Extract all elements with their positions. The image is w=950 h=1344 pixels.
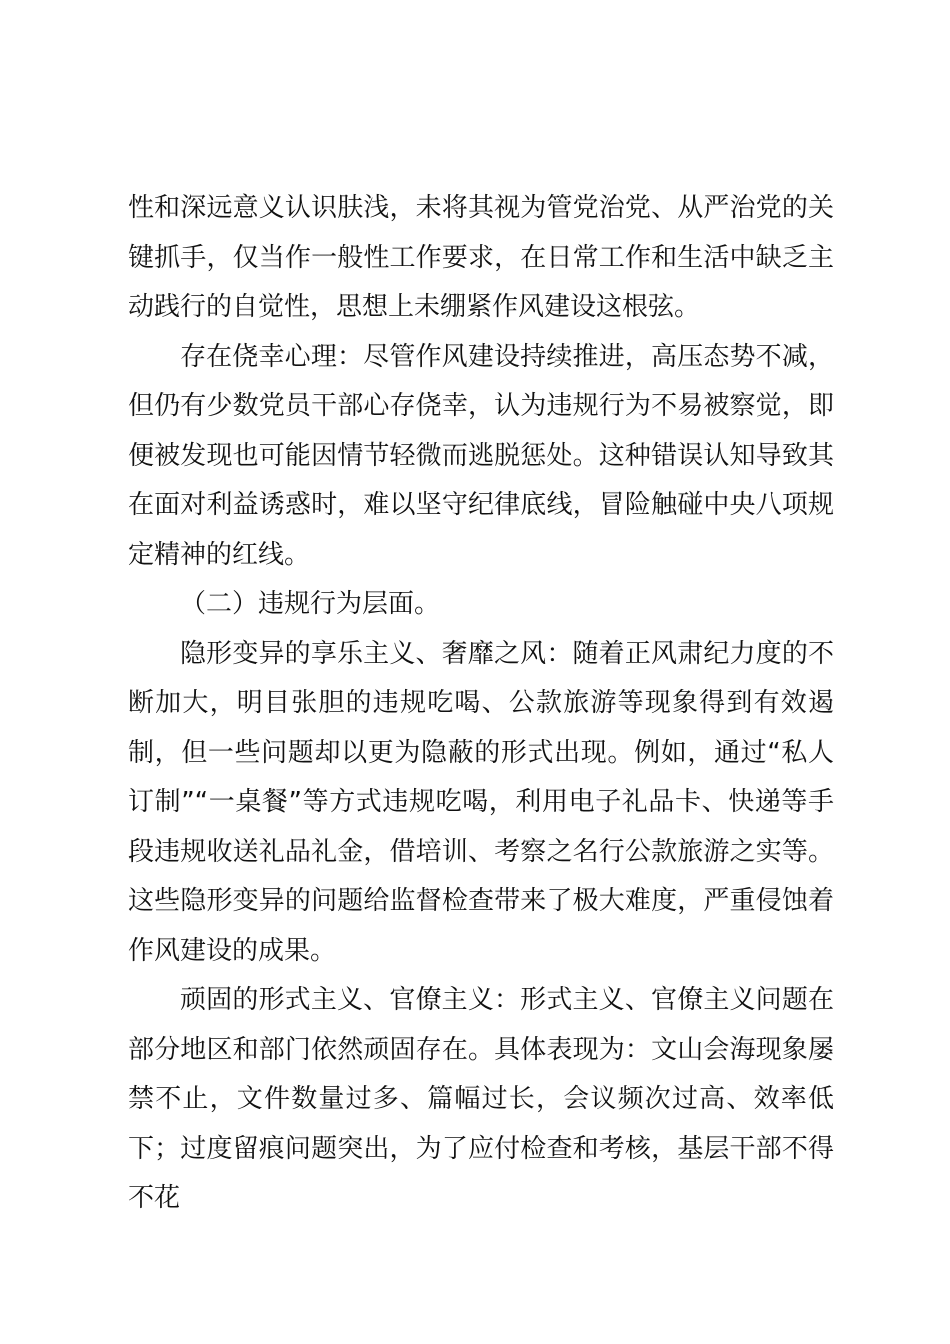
document-body [128, 184, 834, 1224]
paragraph-hidden-hedonism: 隐形变异的享乐主义、奢靡之风：随着正风肃纪力度的不断加大，明目张胆的违规吃喝、公款旅游等现象得到有效遏制，但一些问题却以更为隐蔽的形式出现。例如，通过“私人订制”“一桌餐”等方式违规吃喝，利用电子礼品卡、快递等手段违规收送礼品礼金，借培训、考察之名行公款旅游之实等。这些隐形变异的问题给监督检查带来了极大难度，严重侵蚀着作风建设的成果。 [128, 638, 834, 966]
paragraph-continuation: 性和深远意义认识肤浅，未将其视为管党治党、从严治党的关键抓手，仅当作一般性工作要求，在日常工作和生活中缺乏主动践行的自觉性，思想上未绷紧作风建设这根弦。 [128, 193, 834, 322]
paragraph-luck-mentality: 存在侥幸心理：尽管作风建设持续推进，高压态势不减，但仍有少数党员干部心存侥幸，认为违规行为不易被察觉，即便被发现也可能因情节轻微而逃脱惩处。这种错误认知导致其在面对利益诱惑时，难以坚守纪律底线，冒险触碰中央八项规定精神的红线。 [128, 341, 834, 570]
paragraph-formalism-bureaucratism: 顽固的形式主义、官僚主义：形式主义、官僚主义问题在部分地区和部门依然顽固存在。具体表现为：文山会海现象屡禁不止，文件数量过多、篇幅过长，会议频次过高、效率低下；过度留痕问题突出，为了应付检查和考核，基层干部不得不花 [128, 985, 834, 1213]
section-heading-violations: （二）违规行为层面。 [180, 589, 441, 619]
